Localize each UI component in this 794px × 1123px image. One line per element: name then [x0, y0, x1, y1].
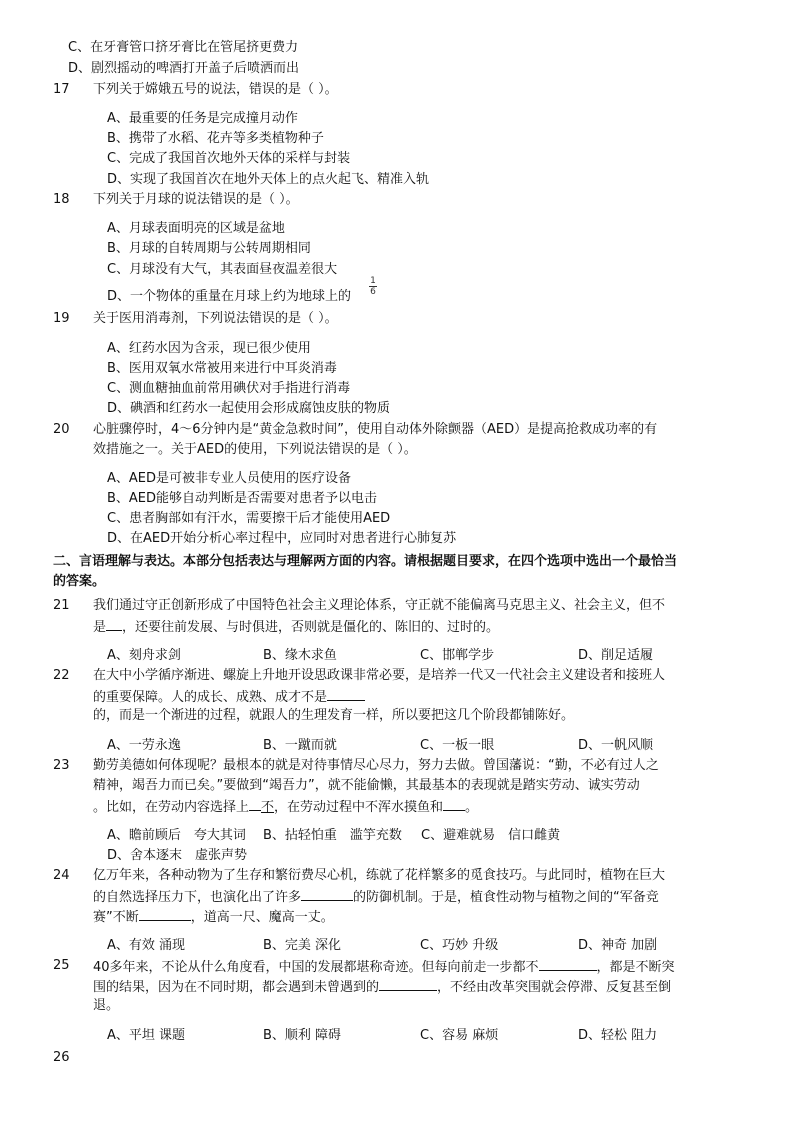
- q17-number: 17: [53, 82, 70, 97]
- q24-number: 24: [53, 868, 70, 883]
- q23-option-b: B、拈轻怕重 滥竽充数: [263, 828, 402, 843]
- q20-option-d: D、在AED开始分析心率过程中，应同时对患者进行心肺复苏: [107, 531, 457, 546]
- q21-stem-line2: [93, 616, 499, 638]
- q23-stem-part4: 。: [465, 800, 479, 815]
- q20-option-a: A、AED是可被非专业人员使用的医疗设备: [107, 471, 352, 486]
- q22-option-b: B、一蹴而就: [263, 738, 337, 753]
- q19-option-d: D、碘酒和红药水一起使用会形成腐蚀皮肤的物质: [107, 401, 391, 416]
- q18-option-b: B、月球的自转周期与公转周期相同: [107, 241, 311, 256]
- q24-stem-line2: [93, 886, 659, 908]
- q23-stem-line3: [93, 796, 478, 818]
- q22-stem-line1: 在大中小学循序渐进、螺旋上升地开设思政课非常必要，是培养一代又一代社会主义建设者和接班人: [93, 668, 666, 683]
- q20-stem-line1: 心脏骤停时，4～6分钟内是“黄金急救时间”，使用自动体外除颤器（AED）是提高抢救成功率的有: [93, 422, 658, 437]
- q25-stem-line1: [93, 956, 675, 978]
- q18-stem: 下列关于月球的说法错误的是（ ）。: [93, 192, 299, 207]
- q23-stem-part2: 不: [261, 800, 275, 815]
- q21-stem-line1: 我们通过守正创新形成了中国特色社会主义理论体系，守正就不能偏离马克思主义、社会主义，但不: [93, 598, 666, 613]
- q18-option-a: A、月球表面明亮的区域是盆地: [107, 221, 285, 236]
- q25-stem-line2: [93, 976, 671, 998]
- q19-number: 19: [53, 311, 70, 326]
- q24-stem-line3: [93, 906, 334, 928]
- q26-number: 26: [53, 1050, 70, 1065]
- fraction-numerator: 1: [370, 276, 376, 286]
- q25-stem1-prefix: 40多年来，不论从什么角度看，中国的发展都堪称奇迹。但每向前走一步都不: [93, 960, 539, 975]
- q24-option-c: C、巧妙 升级: [420, 938, 499, 953]
- q21-blank: [106, 616, 122, 631]
- q25-blank-1: [539, 956, 597, 971]
- q22-stem-line3: 的，而是一个渐进的过程，就跟人的生理发育一样，所以要把这几个阶段都铺陈好。: [93, 708, 575, 723]
- q24-option-a: A、有效 涌现: [107, 938, 186, 953]
- q24-stem3-suffix: ，道高一尺、魔高一丈。: [190, 910, 334, 925]
- q16-option-d: D、剧烈摇动的啤酒打开盖子后喷洒而出: [68, 61, 300, 76]
- q25-stem-line3: 退。: [93, 998, 120, 1013]
- q24-option-b: B、完美 深化: [263, 938, 342, 953]
- q21-stem-suffix: ，还要往前发展、与时俱进，否则就是僵化的、陈旧的、过时的。: [122, 620, 500, 635]
- q17-stem: 下列关于嫦娥五号的说法，错误的是（ ）。: [93, 82, 338, 97]
- q21-number: 21: [53, 598, 70, 613]
- q23-number: 23: [53, 758, 70, 773]
- q19-option-c: C、测血糖抽血前常用碘伏对手指进行消毒: [107, 381, 351, 396]
- q22-stem-line2: [93, 686, 365, 708]
- q25-option-d: D、轻松 阻力: [578, 1028, 658, 1043]
- q16-option-c: C、在牙膏管口挤牙膏比在管尾挤更费力: [68, 40, 299, 55]
- q17-option-a: A、最重要的任务是完成撞月动作: [107, 111, 298, 126]
- q25-stem2-prefix: 围的结果，因为在不同时期，都会遇到未曾遇到的: [93, 980, 380, 995]
- q18-option-c: C、月球没有大气，其表面昼夜温差很大: [107, 262, 338, 277]
- q25-option-a: A、平坦 课题: [107, 1028, 186, 1043]
- q25-blank-2: [379, 976, 437, 991]
- q24-option-d: D、神奇 加剧: [578, 938, 658, 953]
- q19-option-a: A、红药水因为含汞，现已很少使用: [107, 341, 311, 356]
- q24-stem-suffix: 的防御机制。于是，植食性动物与植物之间的“军备竞: [353, 890, 659, 905]
- q21-option-a: A、刻舟求剑: [107, 648, 181, 663]
- q23-option-a: A、瞻前顾后 夸大其词: [107, 828, 246, 843]
- q21-option-d: D、削足适履: [578, 648, 654, 663]
- q17-option-d: D、实现了我国首次在地外天体上的点火起飞、精准入轨: [107, 172, 430, 187]
- q25-option-c: C、容易 麻烦: [420, 1028, 499, 1043]
- q22-number: 22: [53, 668, 70, 683]
- q20-number: 20: [53, 422, 70, 437]
- q22-option-a: A、一劳永逸: [107, 738, 181, 753]
- fraction-one-sixth: [368, 276, 378, 297]
- q25-stem1-suffix: ，都是不断突: [596, 960, 675, 975]
- q23-stem-line2: 精神，竭吾力而已矣。”要做到“竭吾力”，就不能偷懒，其最基本的表现就是踏实劳动、诚实劳动: [93, 778, 640, 793]
- q20-option-c: C、患者胸部如有汗水，需要擦干后才能使用AED: [107, 511, 391, 526]
- q18-option-d: D、一个物体的重量在月球上约为地球上的: [107, 289, 352, 304]
- q25-stem2-suffix: ，不经由改革突围就会停滞、反复甚至倒: [437, 980, 672, 995]
- q22-stem-prefix: 的重要保障。人的成长、成熟、成才不是: [93, 690, 328, 705]
- q17-option-c: C、完成了我国首次地外天体的采样与封装: [107, 151, 351, 166]
- q23-blank-1: [249, 796, 261, 811]
- q24-stem-prefix: 的自然选择压力下，也演化出了许多: [93, 890, 302, 905]
- fraction-denominator: 6: [370, 287, 376, 297]
- q24-stem3-prefix: 赛”不断: [93, 910, 139, 925]
- section-heading-line1: 二、言语理解与表达。本部分包括表达与理解两方面的内容。请根据题目要求，在四个选项中选出一个最恰当: [53, 554, 678, 569]
- q20-option-b: B、AED能够自动判断是否需要对患者予以电击: [107, 491, 378, 506]
- q20-stem-line2: 效措施之一。关于AED的使用，下列说法错误的是（ ）。: [93, 442, 417, 457]
- q24-stem-line1: 亿万年来，各种动物为了生存和繁衍费尽心机，练就了花样繁多的觅食技巧。与此同时，植物在巨大: [93, 868, 666, 883]
- q24-blank-1: [301, 886, 353, 901]
- q23-stem-part3: ，在劳动过程中不浑水摸鱼和: [274, 800, 444, 815]
- q19-option-b: B、医用双氧水常被用来进行中耳炎消毒: [107, 361, 337, 376]
- section-heading-line2: 的答案。: [53, 574, 106, 589]
- q25-option-b: B、顺利 障碍: [263, 1028, 342, 1043]
- q23-stem-line1: 勤劳美德如何体现呢？最根本的就是对待事情尽心尽力，努力去做。曾国藩说：“勤，不必有过人之: [93, 758, 659, 773]
- q25-number: 25: [53, 958, 70, 973]
- q18-number: 18: [53, 192, 70, 207]
- q23-stem-part1: 。比如，在劳动内容选择上: [93, 800, 250, 815]
- q23-option-d: D、舍本逐末 虚张声势: [107, 848, 248, 863]
- q17-option-b: B、携带了水稻、花卉等多类植物种子: [107, 131, 324, 146]
- q21-option-b: B、缘木求鱼: [263, 648, 337, 663]
- q24-blank-2: [139, 906, 191, 921]
- q21-option-c: C、邯郸学步: [420, 648, 495, 663]
- q23-blank-2: [443, 796, 465, 811]
- q22-blank: [327, 686, 365, 701]
- q23-option-c: C、避难就易 信口雌黄: [421, 828, 561, 843]
- q22-option-d: D、一帆风顺: [578, 738, 654, 753]
- q21-stem-prefix: 是: [93, 620, 107, 635]
- q22-option-c: C、一板一眼: [420, 738, 495, 753]
- q19-stem: 关于医用消毒剂，下列说法错误的是（ ）。: [93, 311, 338, 326]
